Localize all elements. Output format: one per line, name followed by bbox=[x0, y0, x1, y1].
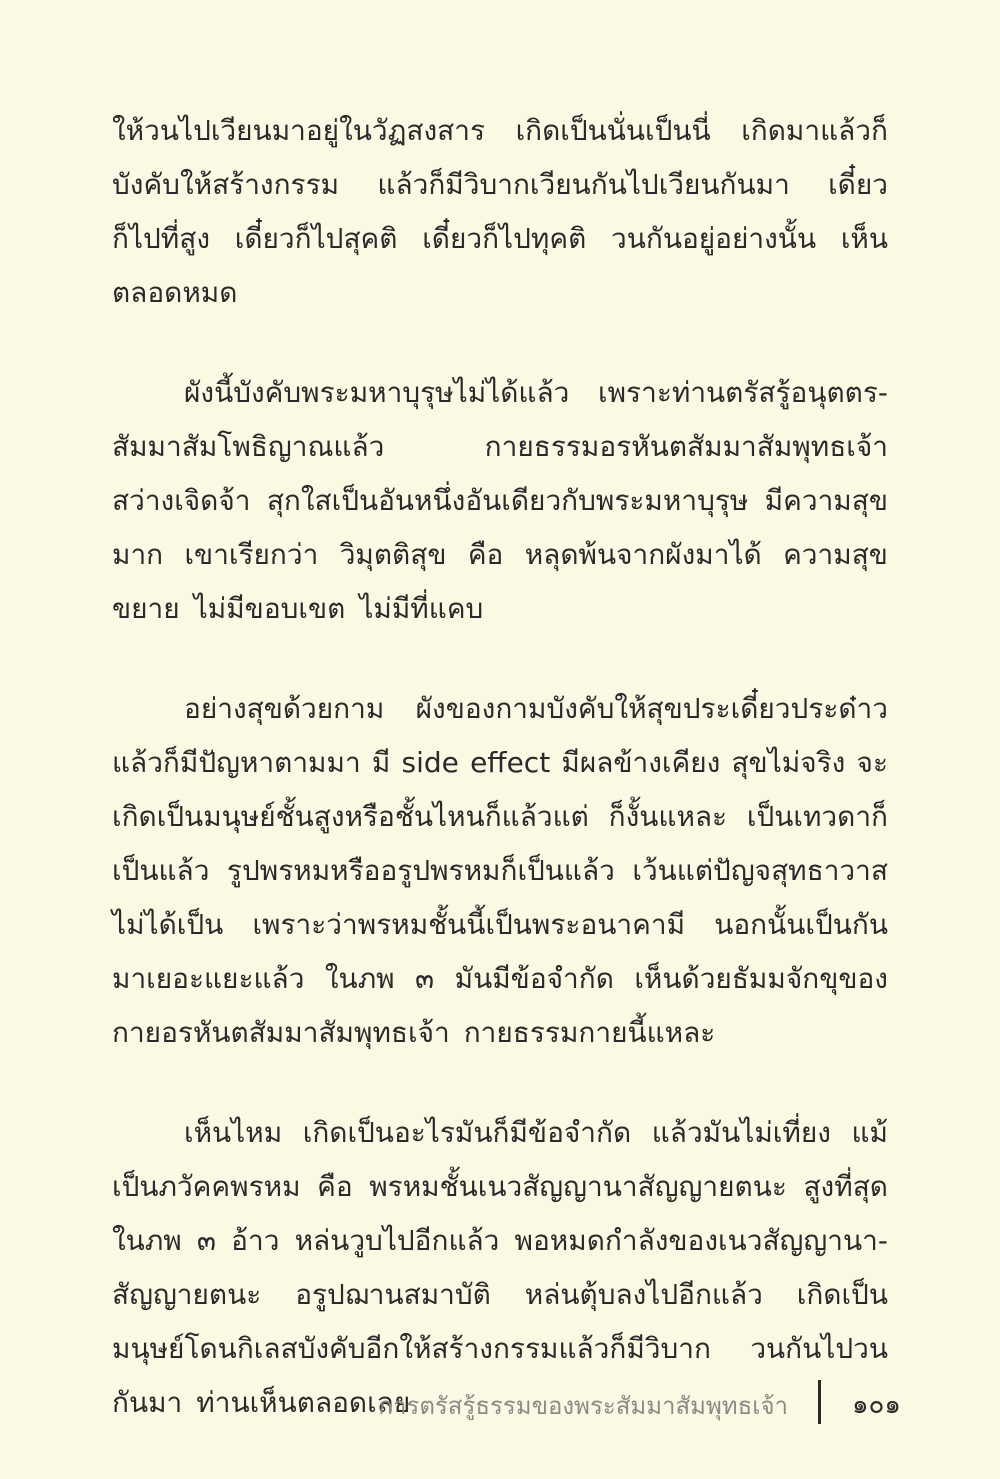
text-line bbox=[112, 736, 888, 790]
word: ให้วนไปเวียนมาอยู่ในวัฏสงสาร bbox=[112, 114, 486, 147]
text-line bbox=[112, 898, 888, 952]
word: อ้าว bbox=[231, 1224, 280, 1257]
text-line bbox=[112, 366, 888, 420]
word: ๓ bbox=[196, 1224, 217, 1257]
word: อย่างสุขด้วยกาม bbox=[184, 692, 385, 725]
word: ในภพ bbox=[324, 962, 395, 995]
word: มันมีข้อจำกัด bbox=[454, 962, 614, 995]
text-line bbox=[112, 1322, 888, 1376]
word: ผังนี้บังคับพระมหาบุรุษไม่ได้แล้ว bbox=[184, 376, 570, 409]
page-footer bbox=[0, 1380, 1000, 1428]
word: เว้นแต่ปัญจสุทธาวาส bbox=[632, 854, 888, 887]
footer-divider bbox=[818, 1380, 821, 1424]
text-line bbox=[112, 844, 888, 898]
text-line bbox=[112, 1214, 888, 1268]
word: เป็นแล้ว bbox=[112, 854, 210, 887]
word: ก็งั้นแหละ bbox=[608, 800, 728, 833]
text-line bbox=[112, 266, 888, 320]
word: สว่างเจิดจ้า bbox=[112, 484, 251, 517]
word: ขยาย bbox=[112, 592, 180, 625]
text-line bbox=[112, 474, 888, 528]
word: แล้วก็มีวิบากเวียนกันไปเวียนกันมา bbox=[377, 168, 790, 201]
word: วิมุตติสุข bbox=[339, 538, 447, 571]
word: side bbox=[401, 746, 459, 779]
word: รูปพรหมหรืออรูปพรหมก็เป็นแล้ว bbox=[226, 854, 615, 887]
word: คือ bbox=[317, 1170, 353, 1203]
text-line bbox=[112, 420, 888, 474]
text-line bbox=[112, 1006, 888, 1060]
word: หล่นวูบไปอีกแล้ว bbox=[294, 1224, 500, 1257]
word: มีความสุข bbox=[764, 484, 888, 517]
text-line bbox=[112, 582, 888, 636]
word: ไม่มีขอบเขต bbox=[193, 592, 346, 625]
word: effect bbox=[470, 746, 551, 779]
text-line bbox=[112, 952, 888, 1006]
word: วนกันอยู่อย่างนั้น bbox=[611, 222, 817, 255]
word: ๓ bbox=[415, 962, 435, 995]
word: เป็นภวัคคพรหม bbox=[112, 1170, 301, 1203]
word: ไม่มีที่แคบ bbox=[359, 592, 484, 625]
word: ในภพ bbox=[112, 1224, 182, 1257]
paragraph bbox=[112, 682, 888, 1060]
word: นอกนั้นเป็นกัน bbox=[714, 908, 888, 941]
word: เพราะว่าพรหมชั้นนี้เป็นพระอนาคามี bbox=[252, 908, 686, 941]
word: สัมมาสัมโพธิญาณแล้ว bbox=[112, 430, 385, 463]
page-number: ๑๐๑ bbox=[852, 1390, 901, 1420]
paragraph-gap bbox=[112, 636, 888, 682]
word: กันมา bbox=[112, 1386, 183, 1419]
word: กายธรรมกายนี้แหละ bbox=[463, 1016, 716, 1049]
word: หล่นตุ้บลงไปอีกแล้ว bbox=[524, 1278, 763, 1311]
word: บังคับให้สร้างกรรม bbox=[112, 168, 340, 201]
text-line bbox=[112, 790, 888, 844]
word: สุขไม่จริง bbox=[731, 746, 846, 779]
word: เห็นด้วยธัมมจักขุของ bbox=[634, 962, 888, 995]
word: พรหมชั้นเนวสัญญานาสัญญายตนะ bbox=[369, 1170, 787, 1203]
paragraph-gap bbox=[112, 320, 888, 366]
word: เดี๋ยวก็ไปทุคติ bbox=[422, 222, 587, 255]
word: อรูปฌานสมาบัติ bbox=[295, 1278, 491, 1311]
word: เกิดมาแล้วก็ bbox=[741, 114, 888, 147]
word: แล้วก็มีปัญหาตามมา bbox=[112, 746, 361, 779]
text-line bbox=[112, 682, 888, 736]
word: มาก bbox=[112, 538, 164, 571]
word: ความสุข bbox=[783, 538, 888, 571]
word: มี bbox=[371, 746, 391, 779]
word: เดี๋ยวก็ไปสุคติ bbox=[234, 222, 398, 255]
page-body bbox=[112, 104, 888, 1430]
word: เกิดเป็นอะไรมันก็มีข้อจำกัด bbox=[302, 1116, 632, 1149]
word: ท่านเห็นตลอดเลย bbox=[196, 1386, 411, 1419]
word: ผังของกามบังคับให้สุขประเดี๋ยวประด๋าว bbox=[415, 692, 888, 725]
word: สูงที่สุด bbox=[803, 1170, 888, 1203]
word: ตลอดหมด bbox=[112, 276, 238, 309]
paragraph-gap bbox=[112, 1060, 888, 1106]
word: กายธรรมอรหันตสัมมาสัมพุทธเจ้า bbox=[484, 430, 888, 463]
text-line bbox=[112, 528, 888, 582]
word: จะ bbox=[856, 746, 888, 779]
word: แม้ bbox=[851, 1116, 888, 1149]
word: เป็นเทวดาก็ bbox=[746, 800, 888, 833]
running-title: การตรัสรู้ธรรมของพระสัมมาสัมพุทธเจ้า bbox=[378, 1392, 788, 1420]
paragraph bbox=[112, 104, 888, 320]
word: ไม่ได้เป็น bbox=[112, 908, 224, 941]
word: มาเยอะแยะแล้ว bbox=[112, 962, 305, 995]
word: มีผลข้างเคียง bbox=[561, 746, 721, 779]
word: หลุดพ้นจากผังมาได้ bbox=[524, 538, 762, 571]
text-line bbox=[112, 1268, 888, 1322]
word: เห็นไหม bbox=[184, 1116, 283, 1149]
text-line bbox=[112, 1160, 888, 1214]
text-line bbox=[112, 212, 888, 266]
paragraph bbox=[112, 366, 888, 636]
word: เพราะท่านตรัสรู้อนุตตร- bbox=[598, 376, 888, 409]
word: วนกันไปวน bbox=[750, 1332, 888, 1365]
word: เห็น bbox=[840, 222, 888, 255]
word: มนุษย์โดนกิเลสบังคับอีกให้สร้างกรรมแล้วก็มีวิบาก bbox=[112, 1332, 711, 1365]
word: ก็ไปที่สูง bbox=[112, 222, 211, 255]
word: คือ bbox=[467, 538, 504, 571]
word: พอหมดกำลังของเนวสัญญานา- bbox=[514, 1224, 888, 1257]
word: สุกใสเป็นอันหนึ่งอันเดียวกับพระมหาบุรุษ bbox=[266, 484, 749, 517]
word: แล้วมันไม่เที่ยง bbox=[651, 1116, 831, 1149]
word: สัญญายตนะ bbox=[112, 1278, 262, 1311]
text-line bbox=[112, 158, 888, 212]
word: เกิดเป็นมนุษย์ชั้นสูงหรือชั้นไหนก็แล้วแต่ bbox=[112, 800, 589, 833]
word: เกิดเป็นนั่นเป็นนี่ bbox=[515, 114, 711, 147]
word: เขาเรียกว่า bbox=[184, 538, 319, 571]
word: เกิดเป็น bbox=[796, 1278, 888, 1311]
word: กายอรหันตสัมมาสัมพุทธเจ้า bbox=[112, 1016, 450, 1049]
word: เดี๋ยว bbox=[828, 168, 888, 201]
text-line bbox=[112, 104, 888, 158]
text-line bbox=[112, 1106, 888, 1160]
